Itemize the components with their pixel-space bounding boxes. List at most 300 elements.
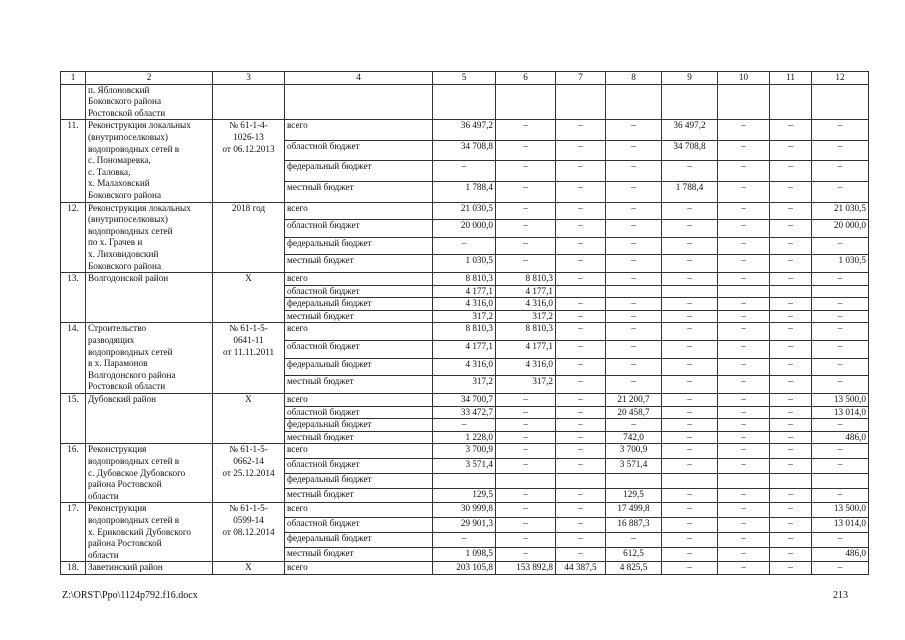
amount-cell: 4 177,1 (433, 285, 496, 298)
amount-cell: – (770, 547, 812, 562)
amount-cell: – (433, 419, 496, 432)
amount-cell: – (812, 459, 869, 474)
amount-cell: 317,2 (496, 376, 556, 394)
amount-cell: – (606, 140, 662, 161)
amount-cell: – (556, 406, 606, 419)
object-name-cell: Реконструкция локальных (внутрипоселковых) водопроводных сетей в с. Пономаревка, с. Таловка, х. Малаховский Боковского района (86, 120, 213, 202)
amount-cell: – (770, 310, 812, 323)
footer-page-number: 213 (833, 590, 848, 601)
amount-cell: – (556, 431, 606, 444)
amount-cell: 3 571,4 (433, 459, 496, 474)
amount-cell: – (606, 273, 662, 286)
column-number-cell: 4 (285, 72, 433, 85)
amount-cell: – (496, 419, 556, 432)
amount-cell (662, 285, 718, 298)
amount-cell: – (556, 298, 606, 311)
amount-cell: 20 000,0 (433, 220, 496, 238)
amount-cell: – (606, 341, 662, 359)
amount-cell: 34 708,8 (433, 140, 496, 161)
amount-cell: 8 810,3 (433, 273, 496, 286)
amount-cell: – (718, 376, 770, 394)
funding-source-cell: местный бюджет (285, 488, 433, 503)
amount-cell: – (662, 341, 718, 359)
amount-cell: 1 788,4 (662, 181, 718, 202)
table-row (61, 273, 869, 286)
amount-cell: 20 000,0 (812, 220, 869, 238)
amount-cell: 486,0 (812, 547, 869, 562)
amount-cell: – (770, 358, 812, 376)
amount-cell (606, 285, 662, 298)
amount-cell: 21 200,7 (606, 394, 662, 407)
amount-cell (812, 285, 869, 298)
amount-cell: 34 700,7 (433, 394, 496, 407)
empty-cell (433, 84, 496, 120)
column-number-row (61, 72, 869, 85)
amount-cell: – (812, 120, 869, 141)
document-cell: Х (213, 273, 285, 323)
funding-source-cell: федеральный бюджет (285, 532, 433, 547)
empty-cell (213, 84, 285, 120)
amount-cell: – (770, 488, 812, 503)
amount-cell: – (496, 532, 556, 547)
amount-cell: – (718, 503, 770, 518)
amount-cell: 153 892,8 (496, 562, 556, 575)
amount-cell: – (662, 518, 718, 533)
amount-cell: – (606, 376, 662, 394)
funding-source-cell: всего (285, 562, 433, 575)
amount-cell: 1 098,5 (433, 547, 496, 562)
amount-cell: – (606, 202, 662, 220)
amount-cell: – (718, 202, 770, 220)
amount-cell: – (812, 341, 869, 359)
funding-source-cell: областной бюджет (285, 285, 433, 298)
amount-cell: 317,2 (496, 310, 556, 323)
amount-cell: – (662, 532, 718, 547)
amount-cell (606, 473, 662, 488)
amount-cell: – (496, 406, 556, 419)
amount-cell: – (770, 140, 812, 161)
amount-cell: – (718, 547, 770, 562)
funding-source-cell: местный бюджет (285, 547, 433, 562)
amount-cell: – (770, 376, 812, 394)
amount-cell (556, 285, 606, 298)
amount-cell: – (770, 120, 812, 141)
column-number-cell: 12 (812, 72, 869, 85)
amount-cell: – (433, 161, 496, 182)
amount-cell: 1 030,5 (812, 255, 869, 273)
object-name-cell: п. Яблоновский Боковского района Ростовской области (86, 84, 213, 120)
document-cell: № 61-1-5- 0641-11 от 11.11.2011 (213, 323, 285, 394)
funding-source-cell: местный бюджет (285, 431, 433, 444)
amount-cell: – (662, 298, 718, 311)
amount-cell (662, 473, 718, 488)
amount-cell: 742,0 (606, 431, 662, 444)
amount-cell: – (556, 419, 606, 432)
amount-cell (496, 473, 556, 488)
empty-cell (496, 84, 556, 120)
empty-cell (606, 84, 662, 120)
funding-source-cell: областной бюджет (285, 406, 433, 419)
amount-cell: 1 030,5 (433, 255, 496, 273)
amount-cell: – (770, 161, 812, 182)
amount-cell: – (556, 488, 606, 503)
empty-cell (718, 84, 770, 120)
amount-cell: – (718, 310, 770, 323)
amount-cell: – (496, 431, 556, 444)
amount-cell: – (606, 120, 662, 141)
amount-cell: – (496, 503, 556, 518)
funding-source-cell: всего (285, 323, 433, 341)
amount-cell: – (770, 562, 812, 575)
funding-source-cell: всего (285, 503, 433, 518)
amount-cell: – (496, 488, 556, 503)
amount-cell: – (718, 120, 770, 141)
amount-cell: – (556, 323, 606, 341)
amount-cell: – (662, 161, 718, 182)
amount-cell: – (556, 358, 606, 376)
amount-cell: – (718, 444, 770, 459)
amount-cell: – (770, 202, 812, 220)
item-number-cell: 15. (61, 394, 86, 444)
amount-cell: – (556, 310, 606, 323)
column-number-cell: 5 (433, 72, 496, 85)
budget-table (60, 71, 869, 575)
item-number-cell: 12. (61, 202, 86, 273)
amount-cell: – (812, 323, 869, 341)
funding-source-cell: местный бюджет (285, 376, 433, 394)
amount-cell: 21 030,5 (433, 202, 496, 220)
amount-cell: – (556, 273, 606, 286)
object-name-cell: Реконструкция локальных (внутрипоселковых) водопроводных сетей по х. Грачев и х. Лиховидовский Боковского района (86, 202, 213, 273)
amount-cell: – (662, 202, 718, 220)
funding-source-cell: областной бюджет (285, 518, 433, 533)
amount-cell: – (662, 323, 718, 341)
funding-source-cell: всего (285, 120, 433, 141)
amount-cell: 4 316,0 (433, 358, 496, 376)
amount-cell: – (718, 341, 770, 359)
amount-cell: 36 497,2 (662, 120, 718, 141)
document-cell: Х (213, 562, 285, 575)
amount-cell: – (770, 255, 812, 273)
amount-cell: – (556, 341, 606, 359)
amount-cell: – (718, 488, 770, 503)
funding-source-cell: местный бюджет (285, 255, 433, 273)
amount-cell: – (662, 547, 718, 562)
funding-source-cell: местный бюджет (285, 181, 433, 202)
document-cell: 2018 год (213, 202, 285, 273)
document-cell: № 61-1-5- 0662-14 от 25.12.2014 (213, 444, 285, 503)
amount-cell: 17 499,8 (606, 503, 662, 518)
amount-cell: 3 700,9 (606, 444, 662, 459)
column-number-cell: 9 (662, 72, 718, 85)
amount-cell: – (496, 459, 556, 474)
column-number-cell: 10 (718, 72, 770, 85)
column-number-cell: 2 (86, 72, 213, 85)
amount-cell (770, 285, 812, 298)
item-number-cell (61, 84, 86, 120)
amount-cell: – (606, 532, 662, 547)
amount-cell: – (718, 237, 770, 255)
amount-cell: – (496, 444, 556, 459)
amount-cell: 34 708,8 (662, 140, 718, 161)
table-row (61, 202, 869, 220)
amount-cell: – (556, 547, 606, 562)
amount-cell: 4 316,0 (496, 358, 556, 376)
amount-cell: – (496, 161, 556, 182)
funding-source-cell: федеральный бюджет (285, 237, 433, 255)
amount-cell: – (718, 161, 770, 182)
item-number-cell: 13. (61, 273, 86, 323)
amount-cell: – (718, 323, 770, 341)
funding-source-cell: областной бюджет (285, 341, 433, 359)
amount-cell: 13 500,0 (812, 503, 869, 518)
empty-cell (812, 84, 869, 120)
amount-cell: – (770, 532, 812, 547)
amount-cell: – (556, 394, 606, 407)
object-name-cell: Дубовский район (86, 394, 213, 444)
amount-cell: – (606, 298, 662, 311)
amount-cell: 317,2 (433, 310, 496, 323)
amount-cell: – (496, 181, 556, 202)
amount-cell: – (718, 406, 770, 419)
amount-cell: 1 788,4 (433, 181, 496, 202)
amount-cell: 612,5 (606, 547, 662, 562)
amount-cell: – (556, 503, 606, 518)
funding-source-cell: областной бюджет (285, 459, 433, 474)
amount-cell: – (718, 419, 770, 432)
column-number-cell: 1 (61, 72, 86, 85)
amount-cell: 3 571,4 (606, 459, 662, 474)
amount-cell: – (606, 161, 662, 182)
amount-cell: – (770, 518, 812, 533)
amount-cell: – (718, 518, 770, 533)
column-number-cell: 7 (556, 72, 606, 85)
amount-cell: – (770, 431, 812, 444)
amount-cell: – (812, 310, 869, 323)
table-row (61, 562, 869, 575)
funding-source-cell: федеральный бюджет (285, 358, 433, 376)
funding-source-cell: федеральный бюджет (285, 298, 433, 311)
amount-cell: – (812, 140, 869, 161)
amount-cell: – (662, 394, 718, 407)
amount-cell: – (718, 431, 770, 444)
item-number-cell: 18. (61, 562, 86, 575)
amount-cell: – (556, 459, 606, 474)
amount-cell: – (606, 237, 662, 255)
amount-cell: – (496, 220, 556, 238)
amount-cell: 13 014,0 (812, 406, 869, 419)
amount-cell: – (496, 394, 556, 407)
amount-cell: – (812, 161, 869, 182)
amount-cell (556, 473, 606, 488)
amount-cell: – (812, 376, 869, 394)
amount-cell: – (718, 140, 770, 161)
amount-cell: – (662, 376, 718, 394)
amount-cell: – (662, 444, 718, 459)
amount-cell (770, 473, 812, 488)
amount-cell: 4 316,0 (433, 298, 496, 311)
amount-cell (718, 473, 770, 488)
amount-cell: – (556, 220, 606, 238)
amount-cell (433, 473, 496, 488)
amount-cell: – (556, 255, 606, 273)
amount-cell: – (812, 532, 869, 547)
amount-cell: – (770, 181, 812, 202)
amount-cell: – (812, 358, 869, 376)
funding-source-cell: областной бюджет (285, 220, 433, 238)
amount-cell: – (812, 562, 869, 575)
amount-cell: 4 825,5 (606, 562, 662, 575)
amount-cell: – (770, 444, 812, 459)
amount-cell: 4 177,1 (496, 341, 556, 359)
amount-cell: – (662, 273, 718, 286)
amount-cell: – (770, 419, 812, 432)
amount-cell: – (606, 358, 662, 376)
amount-cell: – (770, 298, 812, 311)
amount-cell: 129,5 (433, 488, 496, 503)
amount-cell: – (556, 181, 606, 202)
column-number-cell: 3 (213, 72, 285, 85)
funding-source-cell: федеральный бюджет (285, 473, 433, 488)
amount-cell: 30 999,8 (433, 503, 496, 518)
amount-cell: – (662, 562, 718, 575)
footer-file-path: Z:\ORST\Ppo\1124p792.f16.docx (62, 590, 198, 601)
amount-cell: 3 700,9 (433, 444, 496, 459)
amount-cell: – (606, 419, 662, 432)
table-row (61, 323, 869, 341)
amount-cell: – (496, 547, 556, 562)
column-number-cell: 6 (496, 72, 556, 85)
amount-cell: – (770, 220, 812, 238)
amount-cell: 16 887,3 (606, 518, 662, 533)
amount-cell: 21 030,5 (812, 202, 869, 220)
object-name-cell: Реконструкция водопроводных сетей в с. Дубовское Дубовского района Ростовской области (86, 444, 213, 503)
funding-source-cell: всего (285, 394, 433, 407)
amount-cell: – (496, 202, 556, 220)
amount-cell: 29 901,3 (433, 518, 496, 533)
amount-cell: – (812, 488, 869, 503)
amount-cell: 486,0 (812, 431, 869, 444)
amount-cell: – (556, 237, 606, 255)
column-number-cell: 8 (606, 72, 662, 85)
amount-cell: – (556, 532, 606, 547)
amount-cell: 44 387,5 (556, 562, 606, 575)
table-row (61, 503, 869, 518)
amount-cell: – (496, 237, 556, 255)
amount-cell: – (433, 532, 496, 547)
amount-cell: – (662, 406, 718, 419)
amount-cell: – (556, 140, 606, 161)
amount-cell: – (496, 120, 556, 141)
amount-cell: 8 810,3 (496, 273, 556, 286)
amount-cell: – (718, 532, 770, 547)
amount-cell: – (718, 298, 770, 311)
amount-cell: – (718, 562, 770, 575)
column-number-cell: 11 (770, 72, 812, 85)
amount-cell: 36 497,2 (433, 120, 496, 141)
amount-cell: – (718, 255, 770, 273)
document-cell: № 61-1-5- 0599-14 от 08.12.2014 (213, 503, 285, 562)
amount-cell: – (770, 323, 812, 341)
amount-cell: – (662, 419, 718, 432)
amount-cell: – (662, 255, 718, 273)
amount-cell: – (606, 323, 662, 341)
object-name-cell: Реконструкция водопроводных сетей в х. Ериковский Дубовского района Ростовской области (86, 503, 213, 562)
amount-cell: – (496, 518, 556, 533)
amount-cell: – (718, 358, 770, 376)
item-number-cell: 11. (61, 120, 86, 202)
item-number-cell: 16. (61, 444, 86, 503)
amount-cell: – (770, 459, 812, 474)
amount-cell: – (556, 518, 606, 533)
table-row (61, 444, 869, 459)
empty-cell (662, 84, 718, 120)
amount-cell: 4 316,0 (496, 298, 556, 311)
amount-cell: – (718, 273, 770, 286)
amount-cell: – (433, 237, 496, 255)
amount-cell: – (496, 140, 556, 161)
amount-cell: – (812, 419, 869, 432)
object-name-cell: Строительство разводящих водопроводных сетей в х. Парамонов Волгодонского района Ростовской области (86, 323, 213, 394)
amount-cell: 13 014,0 (812, 518, 869, 533)
amount-cell: – (662, 503, 718, 518)
amount-cell: – (718, 459, 770, 474)
amount-cell: 4 177,1 (433, 341, 496, 359)
amount-cell: – (662, 220, 718, 238)
amount-cell: – (770, 503, 812, 518)
amount-cell: – (606, 310, 662, 323)
funding-source-cell: всего (285, 273, 433, 286)
amount-cell: – (812, 273, 869, 286)
amount-cell: 4 177,1 (496, 285, 556, 298)
amount-cell: – (662, 488, 718, 503)
amount-cell: – (606, 220, 662, 238)
amount-cell: – (718, 220, 770, 238)
amount-cell: 203 105,8 (433, 562, 496, 575)
amount-cell: – (662, 310, 718, 323)
amount-cell: – (606, 181, 662, 202)
amount-cell: – (556, 161, 606, 182)
item-number-cell: 14. (61, 323, 86, 394)
amount-cell: 33 472,7 (433, 406, 496, 419)
budget-table-container (60, 71, 866, 575)
amount-cell: – (556, 376, 606, 394)
empty-cell (556, 84, 606, 120)
amount-cell: – (770, 237, 812, 255)
document-cell: № 61-1-4- 1026-13 от 06.12.2013 (213, 120, 285, 202)
funding-source-cell: федеральный бюджет (285, 419, 433, 432)
amount-cell: – (606, 255, 662, 273)
amount-cell (718, 285, 770, 298)
amount-cell: – (812, 444, 869, 459)
table-row (61, 84, 869, 120)
amount-cell: – (662, 237, 718, 255)
amount-cell: – (718, 181, 770, 202)
amount-cell: – (662, 358, 718, 376)
empty-cell (285, 84, 433, 120)
amount-cell: – (556, 202, 606, 220)
amount-cell: 13 500,0 (812, 394, 869, 407)
amount-cell (812, 473, 869, 488)
amount-cell: 8 810,3 (433, 323, 496, 341)
empty-cell (770, 84, 812, 120)
funding-source-cell: всего (285, 444, 433, 459)
amount-cell: – (812, 237, 869, 255)
object-name-cell: Заветинский район (86, 562, 213, 575)
funding-source-cell: всего (285, 202, 433, 220)
amount-cell: – (812, 181, 869, 202)
document-cell: Х (213, 394, 285, 444)
